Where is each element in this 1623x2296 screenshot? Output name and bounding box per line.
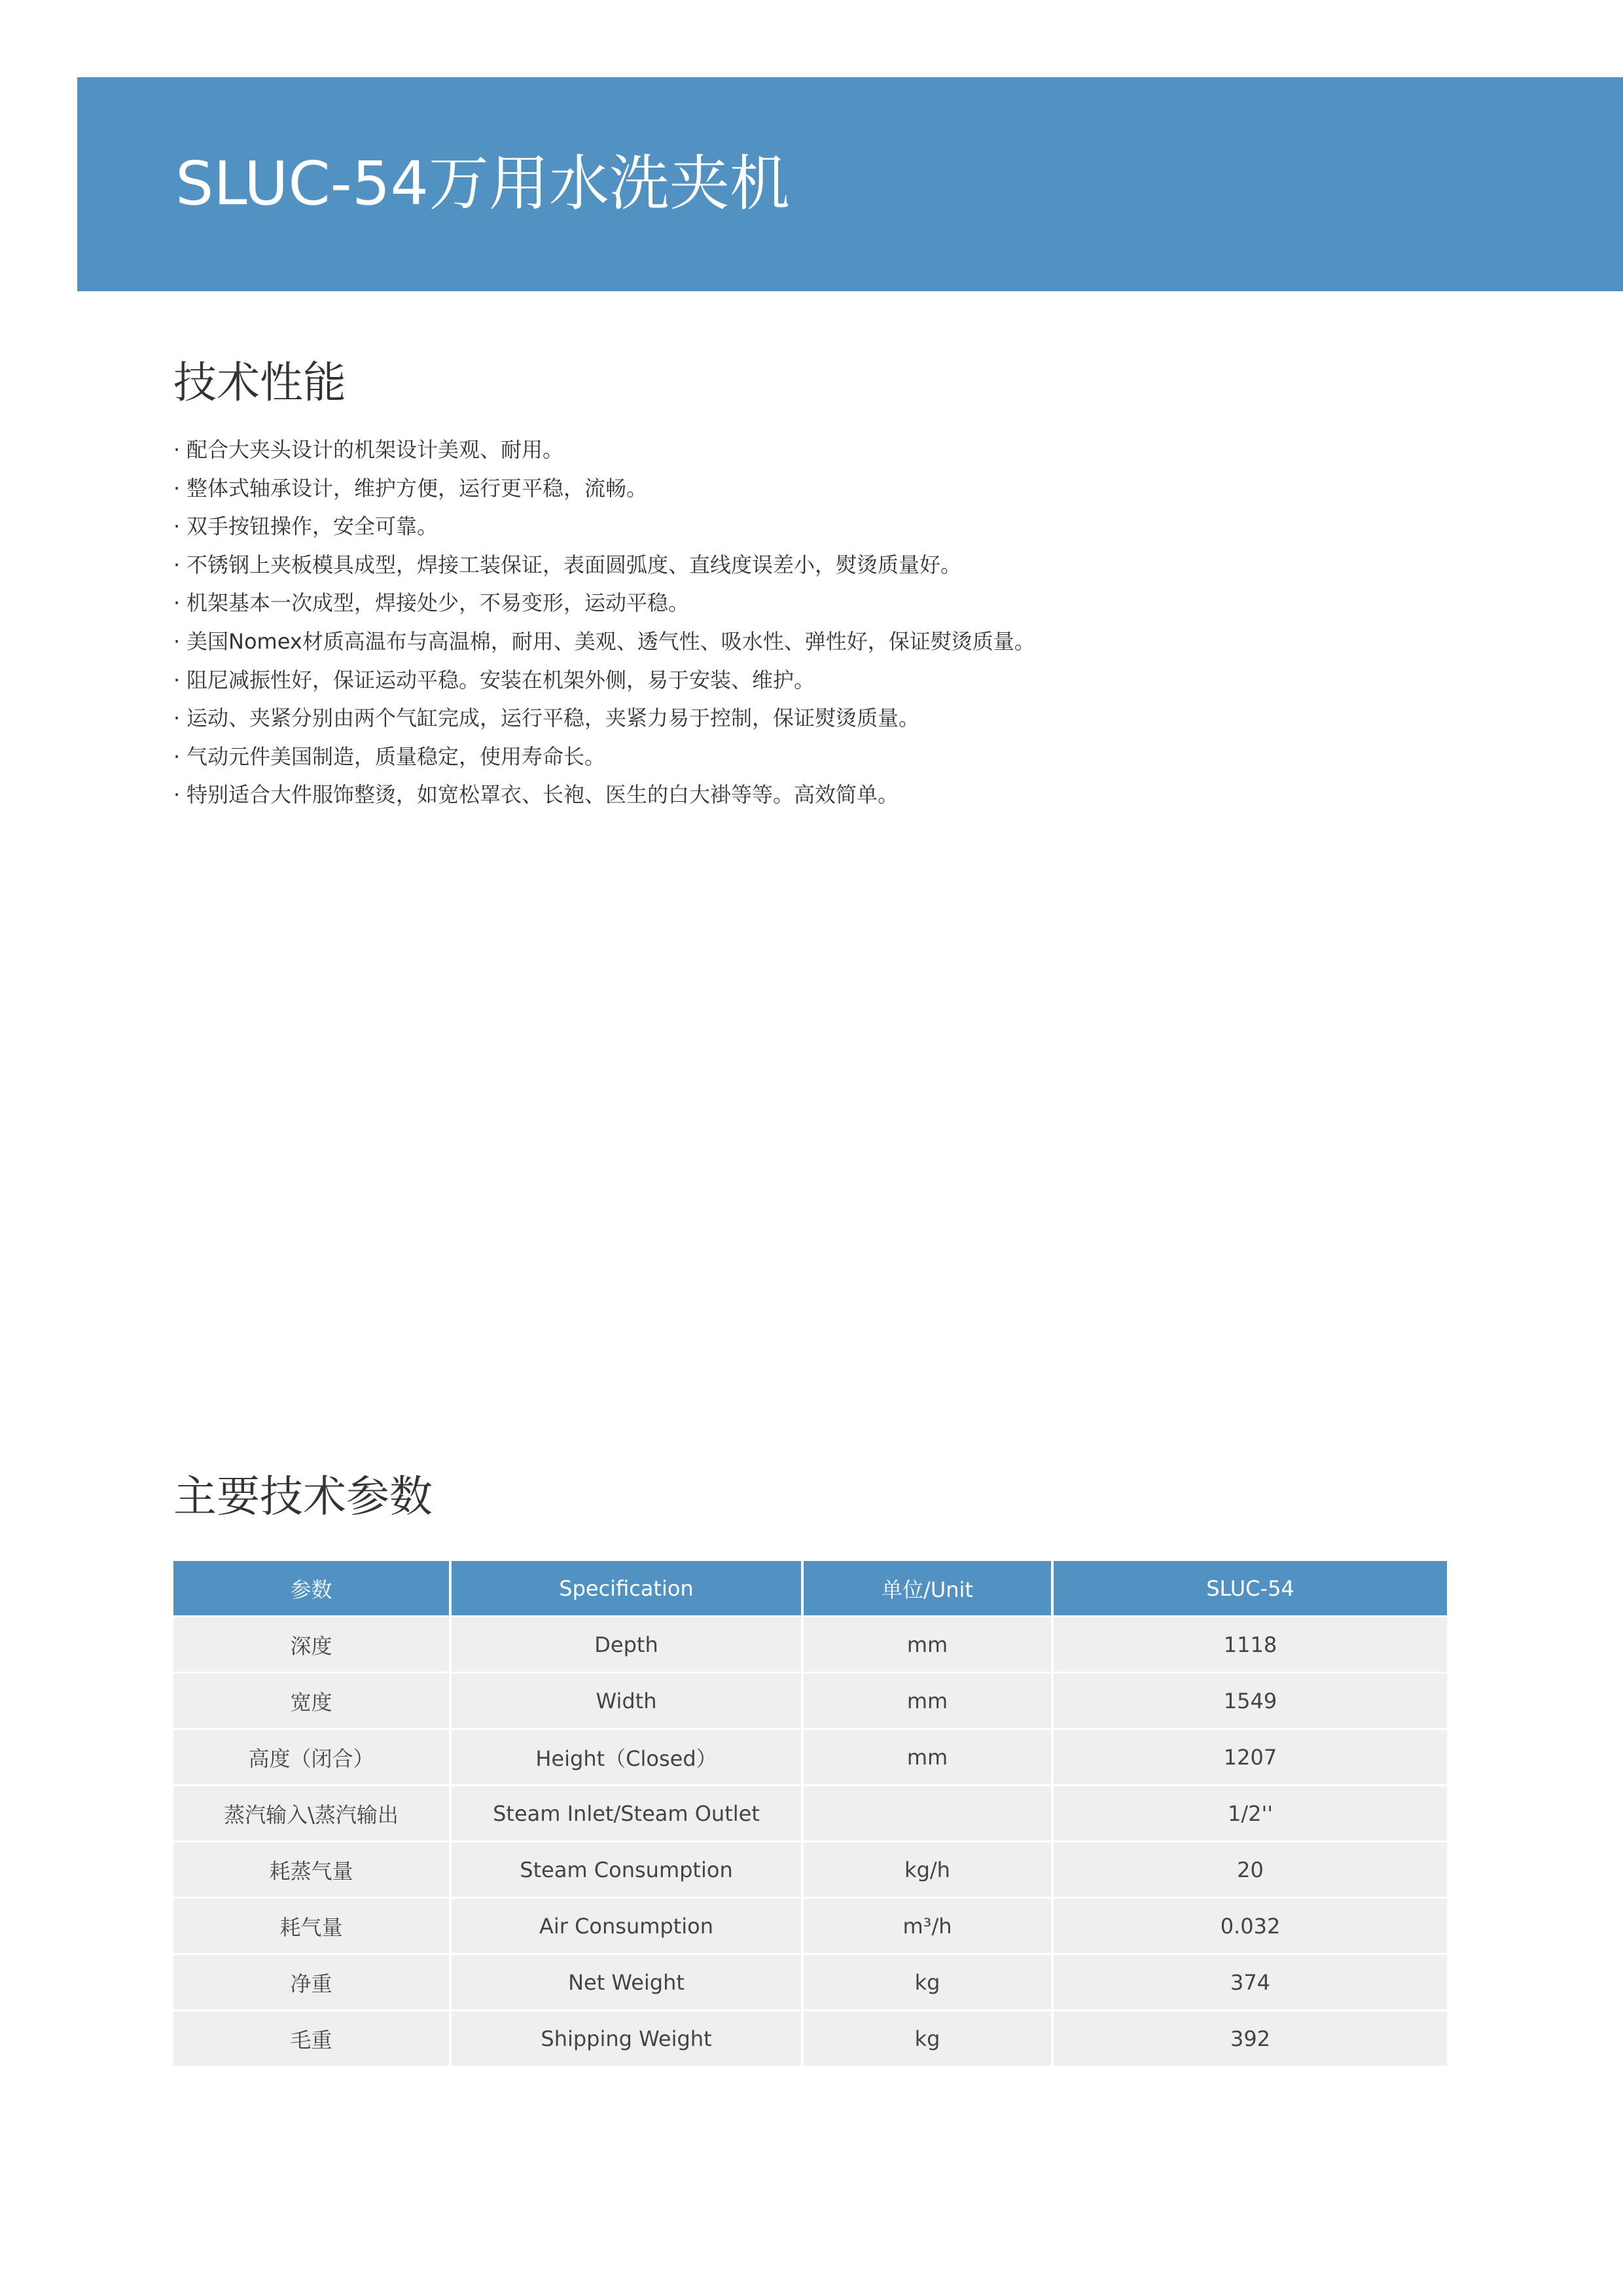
cell-unit: mm (802, 1729, 1052, 1785)
cell-value: 1549 (1052, 1673, 1447, 1729)
table-row (173, 1954, 1447, 2011)
cell-specification: Steam Inlet/Steam Outlet (450, 1785, 802, 1842)
cell-unit: kg/h (802, 1842, 1052, 1898)
cell-specification: Steam Consumption (450, 1842, 802, 1898)
list-item (173, 469, 1035, 508)
cell-value: 0.032 (1052, 1898, 1447, 1954)
list-item (173, 776, 1035, 814)
list-item-text: 配合大夹头设计的机架设计美观、耐用。 (187, 437, 564, 462)
bullet: · (173, 475, 181, 501)
cell-value: 374 (1052, 1954, 1447, 2011)
header-cell-param: 参数 (173, 1561, 450, 1617)
bullet: · (173, 628, 181, 654)
cell-value: 1207 (1052, 1729, 1447, 1785)
list-item (173, 546, 1035, 584)
cell-param: 耗气量 (173, 1898, 450, 1954)
cell-unit: kg (802, 1954, 1052, 2011)
bullet: · (173, 514, 181, 539)
table-header-row (173, 1561, 1447, 1617)
cell-unit: mm (802, 1673, 1052, 1729)
cell-param: 耗蒸气量 (173, 1842, 450, 1898)
list-item-text: 双手按钮操作，安全可靠。 (187, 514, 438, 539)
bullet: · (173, 590, 181, 616)
list-item-text: 机架基本一次成型，焊接处少，不易变形，运动平稳。 (187, 590, 690, 616)
performance-section-title: 技术性能 (173, 357, 346, 408)
header-band (77, 77, 1623, 291)
cell-specification: Depth (450, 1617, 802, 1673)
list-item (173, 699, 1035, 738)
list-item-text: 特别适合大件服饰整烫，如宽松罩衣、长袍、医生的白大褂等等。高效简单。 (187, 782, 899, 808)
cell-unit: m³/h (802, 1898, 1052, 1954)
bullet: · (173, 744, 181, 769)
cell-unit (802, 1785, 1052, 1842)
bullet: · (173, 552, 181, 577)
list-item-text: 阻尼减振性好，保证运动平稳。安装在机架外侧，易于安装、维护。 (187, 667, 815, 692)
list-item-text: 整体式轴承设计，维护方便，运行更平稳，流畅。 (187, 475, 648, 501)
table-row (173, 1785, 1447, 1842)
list-item (173, 738, 1035, 776)
list-item (173, 431, 1035, 469)
cell-param: 毛重 (173, 2011, 450, 2067)
bullet: · (173, 782, 181, 808)
table-row (173, 1617, 1447, 1673)
cell-param: 宽度 (173, 1673, 450, 1729)
spec-table (173, 1561, 1447, 2068)
table-row (173, 1898, 1447, 1954)
cell-specification: Height（Closed） (450, 1729, 802, 1785)
table-row (173, 1729, 1447, 1785)
header-cell-unit: 单位/Unit (802, 1561, 1052, 1617)
list-item (173, 584, 1035, 622)
bullet: · (173, 667, 181, 692)
list-item-text: 不锈钢上夹板模具成型，焊接工装保证，表面圆弧度、直线度误差小，熨烫质量好。 (187, 552, 962, 577)
header-cell-model: SLUC-54 (1052, 1561, 1447, 1617)
cell-unit: mm (802, 1617, 1052, 1673)
cell-specification: Air Consumption (450, 1898, 802, 1954)
table-row (173, 1673, 1447, 1729)
cell-param: 深度 (173, 1617, 450, 1673)
list-item-text: 美国Nomex材质高温布与高温棉，耐用、美观、透气性、吸水性、弹性好，保证熨烫质量。 (187, 628, 1035, 654)
list-item (173, 661, 1035, 700)
list-item-text: 气动元件美国制造，质量稳定，使用寿命长。 (187, 744, 606, 769)
table-row (173, 2011, 1447, 2067)
cell-param: 蒸汽输入\蒸汽输出 (173, 1785, 450, 1842)
bullet: · (173, 706, 181, 731)
cell-param: 高度（闭合） (173, 1729, 450, 1785)
bullet: · (173, 437, 181, 462)
page-title: SLUC-54万用水洗夹机 (175, 149, 790, 219)
header-cell-specification: Specification (450, 1561, 802, 1617)
cell-value: 1118 (1052, 1617, 1447, 1673)
cell-specification: Width (450, 1673, 802, 1729)
performance-list (173, 431, 1035, 814)
specs-section-title: 主要技术参数 (173, 1471, 433, 1522)
list-item (173, 507, 1035, 546)
cell-specification: Shipping Weight (450, 2011, 802, 2067)
list-item-text: 运动、夹紧分别由两个气缸完成，运行平稳，夹紧力易于控制，保证熨烫质量。 (187, 706, 920, 731)
cell-unit: kg (802, 2011, 1052, 2067)
cell-specification: Net Weight (450, 1954, 802, 2011)
cell-value: 20 (1052, 1842, 1447, 1898)
list-item (173, 622, 1035, 661)
table-row (173, 1842, 1447, 1898)
cell-param: 净重 (173, 1954, 450, 2011)
cell-value: 1/2'' (1052, 1785, 1447, 1842)
cell-value: 392 (1052, 2011, 1447, 2067)
